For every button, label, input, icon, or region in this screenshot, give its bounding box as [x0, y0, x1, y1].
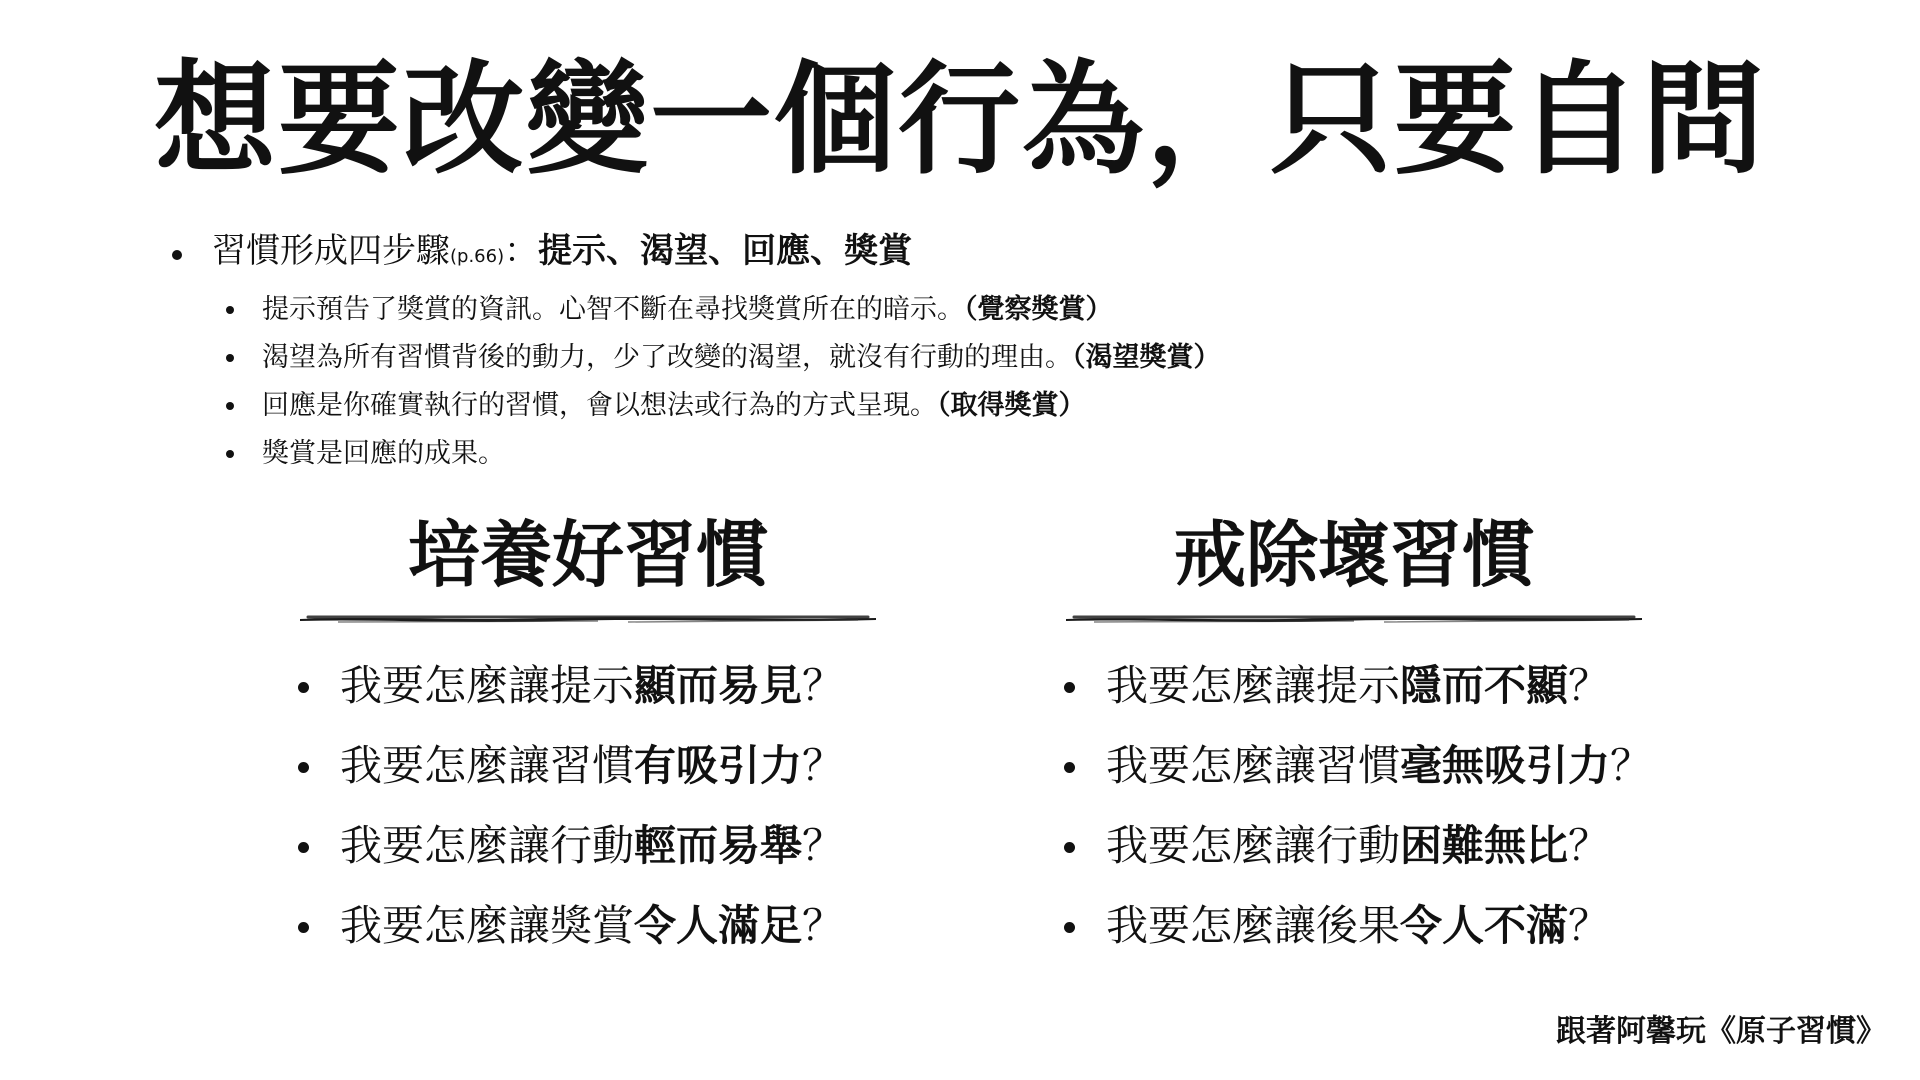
question-mark: ？	[802, 741, 845, 790]
sub-bullet-body: 提示預告了獎賞的資訊。心智不斷在尋找獎賞所在的暗示。	[262, 294, 964, 325]
question-mark: ？	[1568, 661, 1611, 710]
main-bullet-colon: ：	[504, 231, 539, 271]
bullet-dot	[226, 306, 234, 314]
question-mark: ？	[802, 661, 845, 710]
bad-habits-heading: 戒除壞習慣	[1173, 513, 1534, 597]
question-emphasis: 有吸引力	[634, 741, 803, 790]
sub-bullet-body: 回應是你確實執行的習慣，會以想法或行為的方式呈現。	[262, 390, 937, 421]
question-text	[340, 806, 844, 886]
question-prefix: 我要怎麼讓提示	[1106, 661, 1401, 710]
question-item	[298, 646, 878, 726]
question-emphasis: 令人不滿	[1400, 901, 1569, 950]
sub-bullet-emphasis: （渴望獎賞）	[1072, 342, 1221, 373]
good-habits-column	[298, 510, 878, 966]
question-mark: ？	[802, 901, 845, 950]
bullet-dot	[298, 842, 309, 853]
bullet-dot	[298, 682, 309, 693]
bullet-dot	[226, 450, 234, 458]
main-bullet	[172, 230, 912, 278]
bullet-dot	[298, 762, 309, 773]
sub-bullet-item	[226, 382, 1221, 430]
sub-bullet-body: 獎賞是回應的成果。	[262, 438, 505, 469]
sub-bullet-text	[262, 286, 1113, 334]
sub-bullet-text	[262, 334, 1221, 382]
sub-bullet-emphasis: （取得獎賞）	[937, 390, 1086, 421]
bullet-dot	[298, 922, 309, 933]
question-item	[1064, 886, 1644, 966]
question-text	[1106, 806, 1610, 886]
brush-underline	[298, 612, 878, 626]
question-text	[1106, 886, 1610, 966]
bullet-dot	[226, 354, 234, 362]
sub-bullet-text	[262, 430, 505, 478]
sub-bullet-emphasis: （覺察獎賞）	[964, 294, 1113, 325]
question-prefix: 我要怎麼讓習慣	[1106, 741, 1401, 790]
question-emphasis: 令人滿足	[634, 901, 803, 950]
question-prefix: 我要怎麼讓獎賞	[340, 901, 635, 950]
question-mark: ？	[1568, 901, 1611, 950]
question-emphasis: 隱而不顯	[1400, 661, 1569, 710]
sub-bullet-list	[226, 286, 1221, 478]
question-prefix: 我要怎麼讓習慣	[340, 741, 635, 790]
question-text	[1106, 646, 1610, 726]
main-bullet-label: 習慣形成四步驟	[212, 231, 450, 271]
question-mark: ？	[802, 821, 845, 870]
bad-habits-column	[1064, 510, 1653, 966]
bad-habits-question-list	[1064, 646, 1653, 966]
bullet-dot	[1064, 922, 1075, 933]
main-bullet-steps: 提示、渴望、回應、獎賞	[538, 231, 913, 271]
question-prefix: 我要怎麼讓後果	[1106, 901, 1401, 950]
bullet-dot	[172, 250, 182, 260]
footer-credit: 跟著阿馨玩《原子習慣》	[1556, 1014, 1886, 1049]
sub-bullet-item	[226, 286, 1221, 334]
question-emphasis: 顯而易見	[634, 661, 803, 710]
sub-bullet-item	[226, 334, 1221, 382]
question-item	[298, 886, 878, 966]
question-item	[298, 806, 878, 886]
question-item	[1064, 646, 1644, 726]
question-text	[340, 886, 844, 966]
good-habits-question-list	[298, 646, 878, 966]
slide-title: 想要改變一個行為，只要自問	[154, 49, 1766, 191]
question-text	[340, 726, 844, 806]
bullet-dot	[1064, 762, 1075, 773]
page-reference: (p.66)	[450, 246, 505, 267]
question-emphasis: 毫無吸引力	[1400, 741, 1611, 790]
question-emphasis: 困難無比	[1400, 821, 1569, 870]
main-bullet-text	[212, 227, 912, 281]
question-item	[298, 726, 878, 806]
good-habits-heading: 培養好習慣	[407, 513, 768, 597]
bullet-dot	[1064, 682, 1075, 693]
question-prefix: 我要怎麼讓行動	[1106, 821, 1401, 870]
question-mark: ？	[1568, 821, 1611, 870]
question-prefix: 我要怎麼讓提示	[340, 661, 635, 710]
question-item	[1064, 806, 1644, 886]
question-emphasis: 輕而易舉	[634, 821, 803, 870]
question-text	[1106, 726, 1652, 806]
brush-underline	[1064, 612, 1644, 626]
bullet-dot	[226, 402, 234, 410]
question-item	[1064, 726, 1653, 806]
question-prefix: 我要怎麼讓行動	[340, 821, 635, 870]
sub-bullet-item	[226, 430, 1221, 478]
question-mark: ？	[1610, 741, 1653, 790]
bullet-dot	[1064, 842, 1075, 853]
sub-bullet-text	[262, 382, 1086, 430]
sub-bullet-body: 渴望為所有習慣背後的動力，少了改變的渴望，就沒有行動的理由。	[262, 342, 1072, 373]
question-text	[340, 646, 844, 726]
